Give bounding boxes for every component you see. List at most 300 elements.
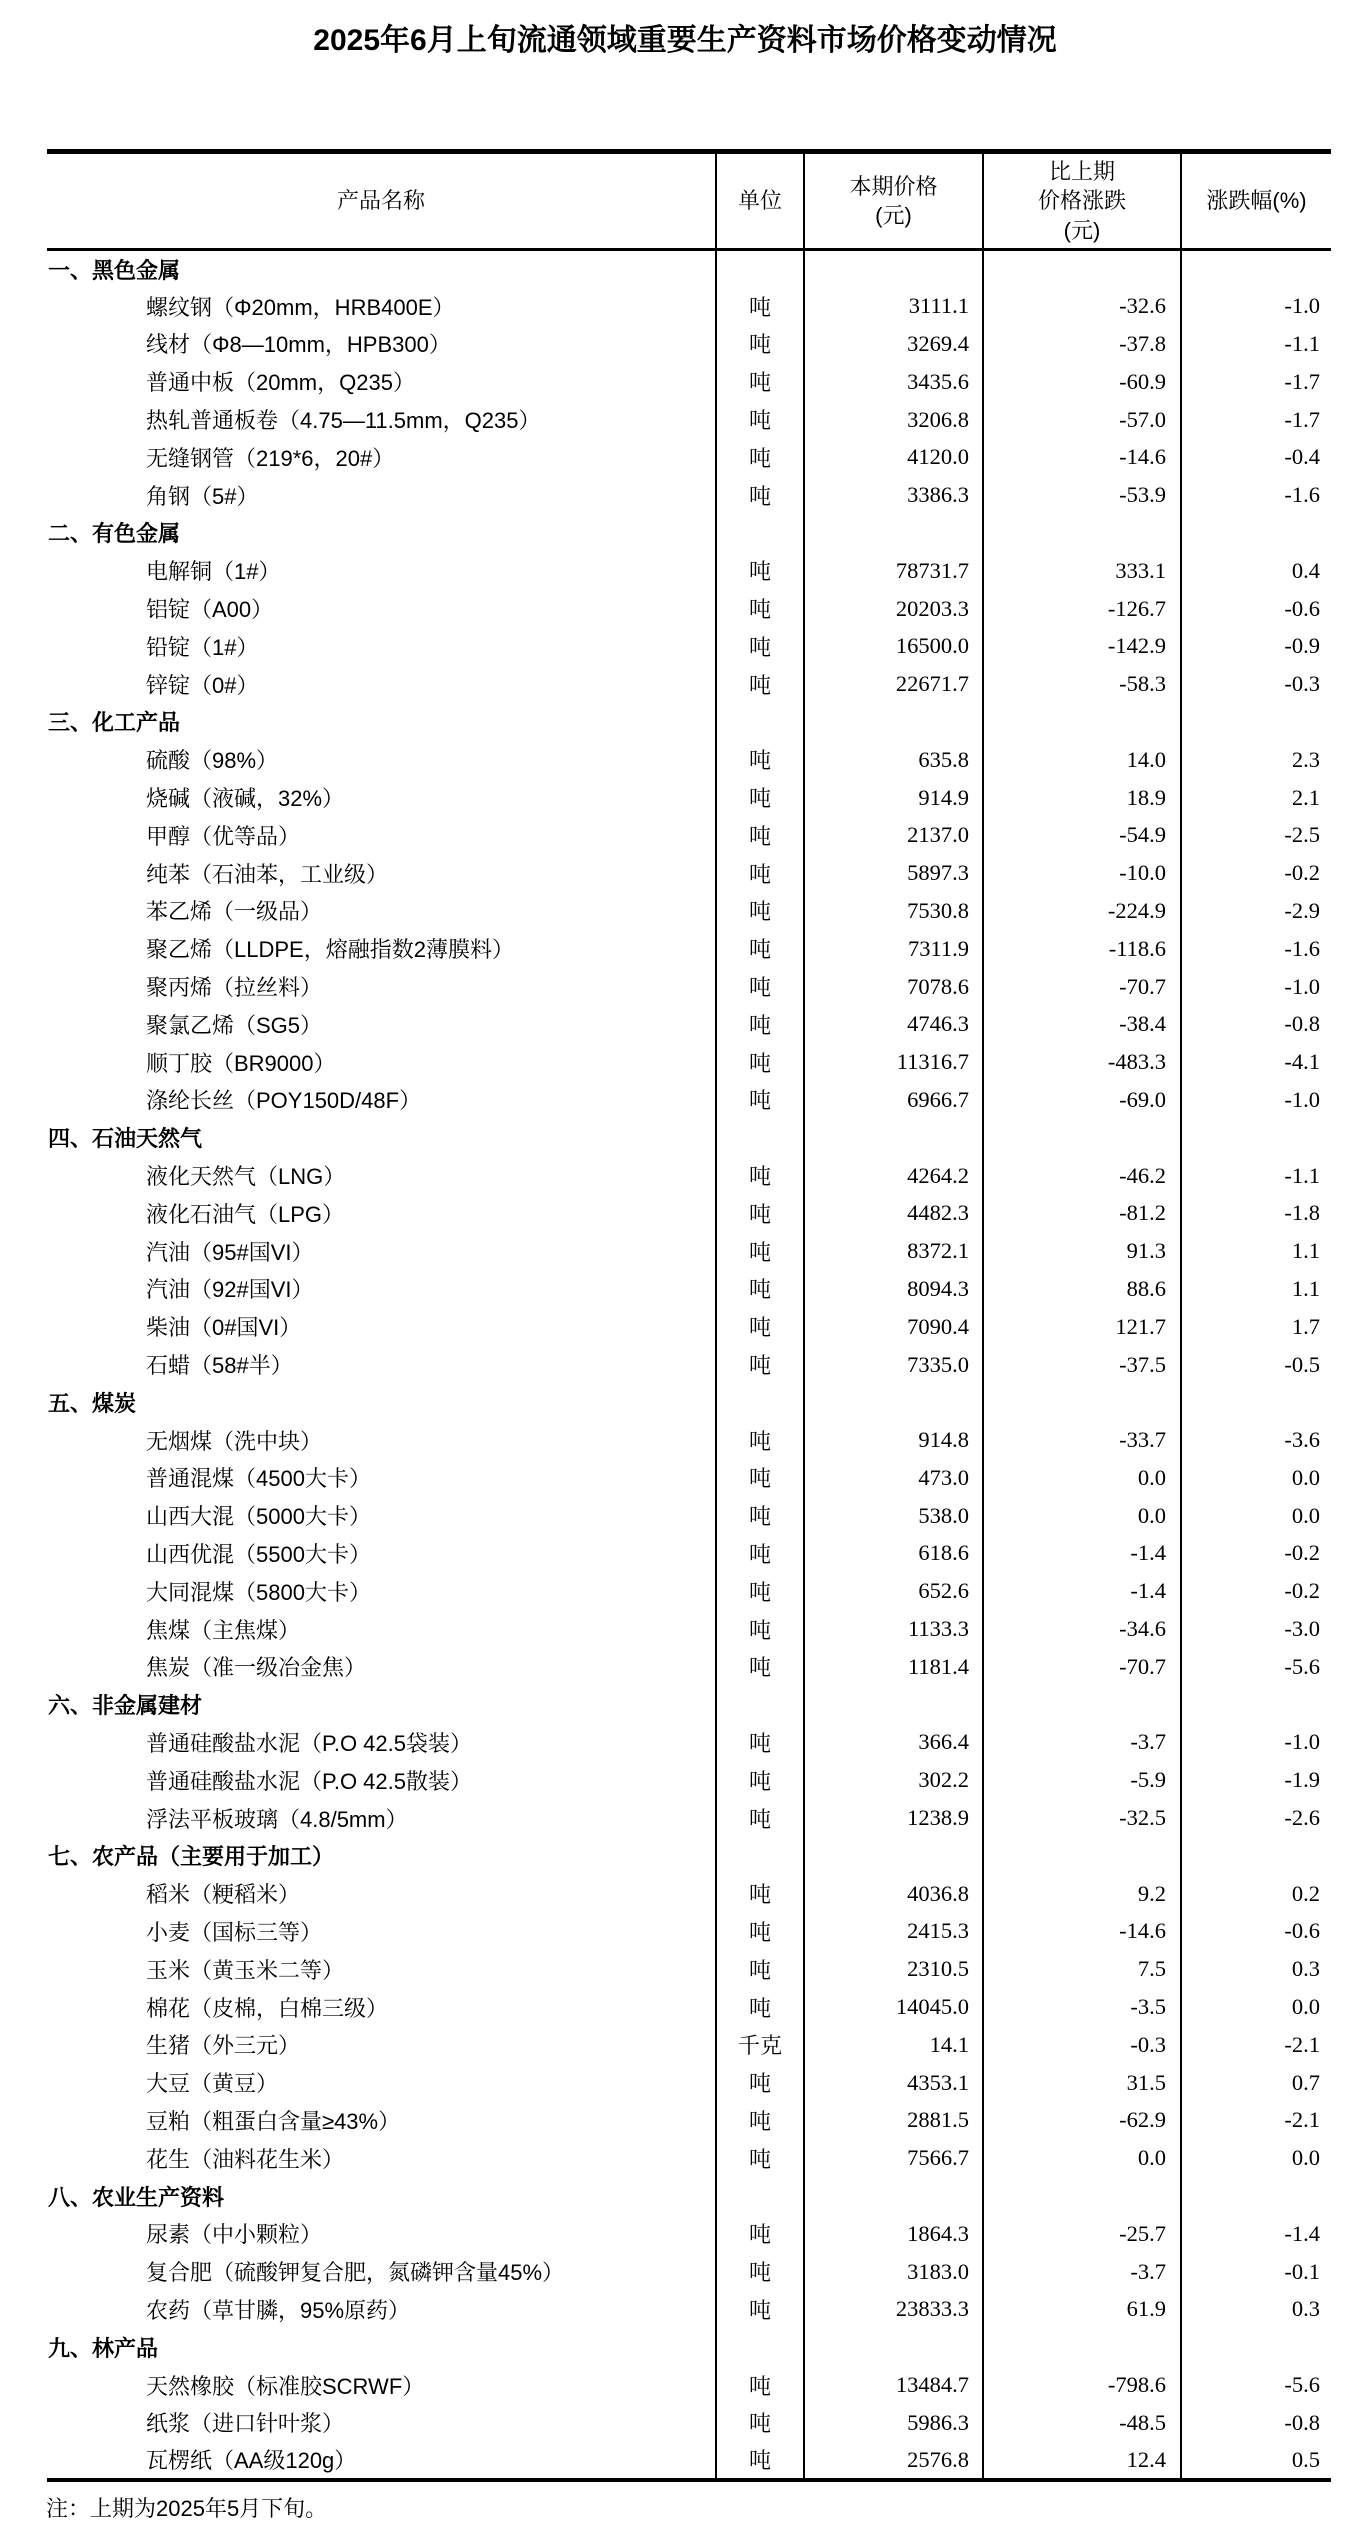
unit-cell: 吨: [716, 1799, 804, 1837]
empty-price-cell: [804, 1686, 983, 1724]
price-change-cell: 91.3: [983, 1232, 1181, 1270]
product-name: 铅锭（1#）: [146, 634, 259, 660]
col-header-price-change-line2: 价格涨跌: [1037, 188, 1126, 214]
unit-cell: 吨: [716, 1005, 804, 1043]
section-title: 二、有色金属: [48, 521, 181, 547]
empty-change-cell: [983, 1119, 1181, 1157]
table-row: [47, 552, 1331, 590]
current-price-cell: 4482.3: [804, 1194, 983, 1232]
table-row: [47, 1572, 1331, 1610]
current-price-cell: 4264.2: [804, 1157, 983, 1195]
empty-pct-cell: [1181, 1686, 1331, 1724]
unit-cell: 吨: [716, 401, 804, 439]
table-row: [47, 1232, 1331, 1270]
table-row: [47, 1081, 1331, 1119]
price-change-cell: -53.9: [983, 476, 1181, 514]
price-change-cell: 12.4: [983, 2442, 1181, 2480]
unit-cell: 千克: [716, 2026, 804, 2064]
table-row: [47, 1157, 1331, 1195]
empty-price-cell: [804, 2328, 983, 2366]
change-pct-cell: -1.7: [1181, 401, 1331, 439]
change-pct-cell: -2.9: [1181, 892, 1331, 930]
unit-cell: 吨: [716, 1913, 804, 1951]
unit-cell: 吨: [716, 438, 804, 476]
unit-cell: 吨: [716, 1950, 804, 1988]
empty-change-cell: [983, 703, 1181, 741]
product-name: 山西大混（5000大卡）: [146, 1504, 371, 1530]
change-pct-cell: -5.6: [1181, 2366, 1331, 2404]
unit-cell: 吨: [716, 2442, 804, 2480]
current-price-cell: 13484.7: [804, 2366, 983, 2404]
change-pct-cell: 0.0: [1181, 1497, 1331, 1535]
col-header-current-price-line1: 本期价格: [849, 173, 938, 199]
current-price-cell: 1864.3: [804, 2215, 983, 2253]
change-pct-cell: -2.1: [1181, 2102, 1331, 2140]
current-price-cell: 914.9: [804, 779, 983, 817]
unit-cell: 吨: [716, 2064, 804, 2102]
col-header-product-name: 产品名称: [47, 152, 716, 250]
section-row: [47, 1119, 1331, 1157]
unit-cell: 吨: [716, 1875, 804, 1913]
price-change-cell: -62.9: [983, 2102, 1181, 2140]
current-price-cell: 2137.0: [804, 816, 983, 854]
table-row: [47, 2215, 1331, 2253]
table-row: [47, 2026, 1331, 2064]
price-change-cell: 0.0: [983, 2139, 1181, 2177]
table-row: [47, 1043, 1331, 1081]
table-row: [47, 968, 1331, 1006]
product-name: 石蜡（58#半）: [146, 1353, 293, 1378]
current-price-cell: 4353.1: [804, 2064, 983, 2102]
product-name: 普通混煤（4500大卡）: [146, 1466, 371, 1492]
section-title: 九、林产品: [48, 2335, 159, 2361]
current-price-cell: 8094.3: [804, 1270, 983, 1308]
price-change-cell: -34.6: [983, 1610, 1181, 1648]
product-name: 生猪（外三元）: [146, 2033, 301, 2059]
current-price-cell: 7335.0: [804, 1346, 983, 1384]
current-price-cell: 3269.4: [804, 325, 983, 363]
price-change-cell: -37.5: [983, 1346, 1181, 1384]
table-row: [47, 1761, 1331, 1799]
empty-pct-cell: [1181, 250, 1331, 288]
change-pct-cell: 0.2: [1181, 1875, 1331, 1913]
table-row: [47, 363, 1331, 401]
current-price-cell: 23833.3: [804, 2291, 983, 2329]
product-name: 聚乙烯（LLDPE，熔融指数2薄膜料）: [146, 937, 514, 963]
current-price-cell: 3183.0: [804, 2253, 983, 2291]
empty-price-cell: [804, 250, 983, 288]
current-price-cell: 366.4: [804, 1724, 983, 1762]
unit-cell: 吨: [716, 779, 804, 817]
empty-price-cell: [804, 1383, 983, 1421]
empty-unit-cell: [716, 1686, 804, 1724]
change-pct-cell: -0.2: [1181, 1535, 1331, 1573]
change-pct-cell: -1.0: [1181, 968, 1331, 1006]
product-name: 焦煤（主焦煤）: [146, 1617, 301, 1643]
price-change-cell: -69.0: [983, 1081, 1181, 1119]
section-title: 一、黑色金属: [48, 257, 181, 283]
unit-cell: 吨: [716, 2404, 804, 2442]
table-row: [47, 1005, 1331, 1043]
table-row: [47, 1913, 1331, 1951]
empty-change-cell: [983, 2328, 1181, 2366]
product-name: 普通硅酸盐水泥（P.O 42.5袋装）: [146, 1730, 472, 1756]
empty-change-cell: [983, 1837, 1181, 1875]
table-row: [47, 816, 1331, 854]
price-change-cell: -10.0: [983, 854, 1181, 892]
table-row: [47, 665, 1331, 703]
col-header-price-change-line3: (元): [1063, 217, 1101, 243]
price-change-cell: -3.7: [983, 1724, 1181, 1762]
unit-cell: 吨: [716, 552, 804, 590]
current-price-cell: 2310.5: [804, 1950, 983, 1988]
empty-price-cell: [804, 1837, 983, 1875]
table-row: [47, 1270, 1331, 1308]
current-price-cell: 302.2: [804, 1761, 983, 1799]
product-name: 山西优混（5500大卡）: [146, 1541, 371, 1567]
section-row: [47, 2328, 1331, 2366]
current-price-cell: 538.0: [804, 1497, 983, 1535]
price-change-cell: 18.9: [983, 779, 1181, 817]
unit-cell: 吨: [716, 1043, 804, 1081]
product-name: 无烟煤（洗中块）: [146, 1428, 323, 1454]
empty-price-cell: [804, 703, 983, 741]
price-change-cell: -48.5: [983, 2404, 1181, 2442]
change-pct-cell: -5.6: [1181, 1648, 1331, 1686]
product-name: 线材（Φ8—10mm，HPB300）: [146, 332, 451, 358]
section-row: [47, 1383, 1331, 1421]
current-price-cell: 473.0: [804, 1459, 983, 1497]
col-header-price-change: [983, 152, 1181, 250]
table-row: [47, 2291, 1331, 2329]
empty-unit-cell: [716, 1837, 804, 1875]
table-row: [47, 1497, 1331, 1535]
current-price-cell: 5897.3: [804, 854, 983, 892]
col-header-change-pct: 涨跌幅(%): [1181, 152, 1331, 250]
empty-pct-cell: [1181, 703, 1331, 741]
product-name: 瓦楞纸（AA级120g）: [146, 2448, 357, 2474]
price-change-cell: -118.6: [983, 930, 1181, 968]
unit-cell: 吨: [716, 1648, 804, 1686]
price-change-cell: -57.0: [983, 401, 1181, 439]
current-price-cell: 7078.6: [804, 968, 983, 1006]
change-pct-cell: -1.0: [1181, 1081, 1331, 1119]
unit-cell: 吨: [716, 1194, 804, 1232]
change-pct-cell: 0.0: [1181, 2139, 1331, 2177]
change-pct-cell: -3.0: [1181, 1610, 1331, 1648]
product-name: 液化石油气（LPG）: [146, 1201, 345, 1227]
table-row: [47, 1308, 1331, 1346]
product-name: 柴油（0#国VI）: [146, 1315, 302, 1341]
product-name: 花生（油料花生米）: [146, 2146, 345, 2172]
unit-cell: 吨: [716, 1761, 804, 1799]
table-row: [47, 1535, 1331, 1573]
col-header-price-change-line1: 比上期: [1048, 159, 1115, 185]
change-pct-cell: 0.5: [1181, 2442, 1331, 2480]
empty-unit-cell: [716, 514, 804, 552]
header-row: [47, 152, 1331, 250]
table-row: [47, 2253, 1331, 2291]
product-name: 普通硅酸盐水泥（P.O 42.5散装）: [146, 1768, 472, 1794]
table-row: [47, 892, 1331, 930]
product-name: 顺丁胶（BR9000）: [146, 1050, 336, 1076]
current-price-cell: 914.8: [804, 1421, 983, 1459]
price-change-cell: -224.9: [983, 892, 1181, 930]
table-row: [47, 438, 1331, 476]
current-price-cell: 3435.6: [804, 363, 983, 401]
change-pct-cell: -4.1: [1181, 1043, 1331, 1081]
change-pct-cell: 2.3: [1181, 741, 1331, 779]
table-row: [47, 1421, 1331, 1459]
unit-cell: 吨: [716, 1081, 804, 1119]
product-name: 汽油（95#国VI）: [146, 1239, 314, 1265]
section-row: [47, 1686, 1331, 1724]
product-name: 烧碱（液碱，32%）: [146, 786, 345, 812]
product-name: 甲醇（优等品）: [146, 823, 301, 849]
unit-cell: 吨: [716, 1232, 804, 1270]
price-change-cell: 0.0: [983, 1459, 1181, 1497]
empty-price-cell: [804, 1119, 983, 1157]
table-row: [47, 2139, 1331, 2177]
change-pct-cell: -1.7: [1181, 363, 1331, 401]
change-pct-cell: -1.4: [1181, 2215, 1331, 2253]
table-row: [47, 1194, 1331, 1232]
price-change-cell: -54.9: [983, 816, 1181, 854]
current-price-cell: 78731.7: [804, 552, 983, 590]
current-price-cell: 6966.7: [804, 1081, 983, 1119]
section-title: 三、化工产品: [48, 710, 181, 736]
product-name: 农药（草甘膦，95%原药）: [146, 2297, 411, 2323]
change-pct-cell: -2.1: [1181, 2026, 1331, 2064]
price-change-cell: -798.6: [983, 2366, 1181, 2404]
product-name: 纯苯（石油苯，工业级）: [146, 861, 389, 887]
unit-cell: 吨: [716, 665, 804, 703]
current-price-cell: 14045.0: [804, 1988, 983, 2026]
price-change-cell: -38.4: [983, 1005, 1181, 1043]
change-pct-cell: 1.1: [1181, 1232, 1331, 1270]
unit-cell: 吨: [716, 627, 804, 665]
current-price-cell: 1181.4: [804, 1648, 983, 1686]
change-pct-cell: 1.1: [1181, 1270, 1331, 1308]
empty-unit-cell: [716, 250, 804, 288]
unit-cell: 吨: [716, 1459, 804, 1497]
unit-cell: 吨: [716, 2366, 804, 2404]
empty-change-cell: [983, 1383, 1181, 1421]
table-row: [47, 2366, 1331, 2404]
price-change-cell: -32.6: [983, 287, 1181, 325]
product-name: 稻米（粳稻米）: [146, 1882, 301, 1908]
current-price-cell: 2415.3: [804, 1913, 983, 1951]
price-change-cell: -81.2: [983, 1194, 1181, 1232]
table-row: [47, 287, 1331, 325]
product-name: 苯乙烯（一级品）: [146, 899, 323, 925]
price-change-cell: -37.8: [983, 325, 1181, 363]
change-pct-cell: 1.7: [1181, 1308, 1331, 1346]
price-change-cell: -46.2: [983, 1157, 1181, 1195]
empty-pct-cell: [1181, 1383, 1331, 1421]
empty-change-cell: [983, 1686, 1181, 1724]
unit-cell: 吨: [716, 2215, 804, 2253]
current-price-cell: 4036.8: [804, 1875, 983, 1913]
change-pct-cell: -0.8: [1181, 2404, 1331, 2442]
product-name: 硫酸（98%）: [146, 748, 279, 774]
current-price-cell: 3386.3: [804, 476, 983, 514]
empty-pct-cell: [1181, 1837, 1331, 1875]
empty-unit-cell: [716, 703, 804, 741]
price-change-cell: -142.9: [983, 627, 1181, 665]
price-change-cell: -25.7: [983, 2215, 1181, 2253]
change-pct-cell: 0.0: [1181, 1988, 1331, 2026]
current-price-cell: 3111.1: [804, 287, 983, 325]
unit-cell: 吨: [716, 1157, 804, 1195]
empty-pct-cell: [1181, 2177, 1331, 2215]
unit-cell: 吨: [716, 363, 804, 401]
current-price-cell: 8372.1: [804, 1232, 983, 1270]
unit-cell: 吨: [716, 892, 804, 930]
price-change-cell: -58.3: [983, 665, 1181, 703]
product-name: 角钢（5#）: [146, 483, 259, 509]
empty-unit-cell: [716, 2328, 804, 2366]
table-row: [47, 741, 1331, 779]
table-row: [47, 854, 1331, 892]
section-title: 八、农业生产资料: [48, 2184, 225, 2210]
product-name: 玉米（黄玉米二等）: [146, 1957, 345, 1983]
price-change-cell: -3.5: [983, 1988, 1181, 2026]
change-pct-cell: -0.4: [1181, 438, 1331, 476]
product-name: 棉花（皮棉，白棉三级）: [146, 1995, 389, 2021]
price-change-cell: -60.9: [983, 363, 1181, 401]
unit-cell: 吨: [716, 590, 804, 628]
price-change-cell: 31.5: [983, 2064, 1181, 2102]
unit-cell: 吨: [716, 854, 804, 892]
current-price-cell: 2576.8: [804, 2442, 983, 2480]
empty-pct-cell: [1181, 514, 1331, 552]
change-pct-cell: -1.0: [1181, 287, 1331, 325]
current-price-cell: 14.1: [804, 2026, 983, 2064]
section-row: [47, 703, 1331, 741]
empty-change-cell: [983, 514, 1181, 552]
product-name: 铝锭（A00）: [146, 597, 274, 623]
product-name: 大豆（黄豆）: [146, 2071, 279, 2097]
table-row: [47, 1346, 1331, 1384]
table-row: [47, 1648, 1331, 1686]
table-row: [47, 1875, 1331, 1913]
col-header-current-price-line2: (元): [875, 203, 912, 228]
change-pct-cell: -0.8: [1181, 1005, 1331, 1043]
unit-cell: 吨: [716, 1572, 804, 1610]
section-row: [47, 1837, 1331, 1875]
empty-unit-cell: [716, 1383, 804, 1421]
change-pct-cell: -1.1: [1181, 325, 1331, 363]
unit-cell: 吨: [716, 325, 804, 363]
empty-unit-cell: [716, 1119, 804, 1157]
table-row: [47, 2442, 1331, 2480]
empty-change-cell: [983, 2177, 1181, 2215]
change-pct-cell: 2.1: [1181, 779, 1331, 817]
price-change-cell: -32.5: [983, 1799, 1181, 1837]
page-title: 2025年6月上旬流通领域重要生产资料市场价格变动情况: [313, 24, 1057, 57]
product-name: 浮法平板玻璃（4.8/5mm）: [146, 1806, 408, 1832]
empty-pct-cell: [1181, 2328, 1331, 2366]
product-name: 热轧普通板卷（4.75—11.5mm，Q235）: [146, 408, 541, 434]
empty-price-cell: [804, 2177, 983, 2215]
table-row: [47, 1799, 1331, 1837]
unit-cell: 吨: [716, 1421, 804, 1459]
table-row: [47, 1610, 1331, 1648]
product-name: 天然橡胶（标准胶SCRWF）: [146, 2373, 425, 2399]
product-name: 聚丙烯（拉丝料）: [146, 975, 323, 1001]
change-pct-cell: -2.5: [1181, 816, 1331, 854]
empty-price-cell: [804, 514, 983, 552]
price-change-cell: 7.5: [983, 1950, 1181, 1988]
change-pct-cell: -1.9: [1181, 1761, 1331, 1799]
change-pct-cell: -1.0: [1181, 1724, 1331, 1762]
price-change-cell: 121.7: [983, 1308, 1181, 1346]
price-change-cell: -0.3: [983, 2026, 1181, 2064]
current-price-cell: 1133.3: [804, 1610, 983, 1648]
current-price-cell: 7090.4: [804, 1308, 983, 1346]
table-row: [47, 2102, 1331, 2140]
table-row: [47, 590, 1331, 628]
empty-change-cell: [983, 250, 1181, 288]
change-pct-cell: -1.6: [1181, 476, 1331, 514]
unit-cell: 吨: [716, 968, 804, 1006]
product-name: 涤纶长丝（POY150D/48F）: [146, 1088, 422, 1114]
unit-cell: 吨: [716, 816, 804, 854]
change-pct-cell: -0.6: [1181, 590, 1331, 628]
price-table-grid: [47, 149, 1331, 2482]
table-row: [47, 1950, 1331, 1988]
unit-cell: 吨: [716, 930, 804, 968]
table-row: [47, 401, 1331, 439]
current-price-cell: 16500.0: [804, 627, 983, 665]
change-pct-cell: -1.1: [1181, 1157, 1331, 1195]
change-pct-cell: -0.9: [1181, 627, 1331, 665]
change-pct-cell: -1.6: [1181, 930, 1331, 968]
section-title: 七、农产品（主要用于加工）: [48, 1844, 335, 1870]
change-pct-cell: 0.4: [1181, 552, 1331, 590]
change-pct-cell: -0.2: [1181, 1572, 1331, 1610]
current-price-cell: 20203.3: [804, 590, 983, 628]
current-price-cell: 22671.7: [804, 665, 983, 703]
unit-cell: 吨: [716, 1308, 804, 1346]
price-change-cell: -126.7: [983, 590, 1181, 628]
current-price-cell: 7530.8: [804, 892, 983, 930]
unit-cell: 吨: [716, 1346, 804, 1384]
current-price-cell: 652.6: [804, 1572, 983, 1610]
price-change-cell: 14.0: [983, 741, 1181, 779]
product-name: 复合肥（硫酸钾复合肥，氮磷钾含量45%）: [146, 2260, 565, 2286]
unit-cell: 吨: [716, 2102, 804, 2140]
table-row: [47, 627, 1331, 665]
footnote: 注：上期为2025年5月下旬。: [46, 2496, 328, 2521]
current-price-cell: 4746.3: [804, 1005, 983, 1043]
price-change-cell: -1.4: [983, 1572, 1181, 1610]
current-price-cell: 5986.3: [804, 2404, 983, 2442]
change-pct-cell: -0.1: [1181, 2253, 1331, 2291]
unit-cell: 吨: [716, 1988, 804, 2026]
unit-cell: 吨: [716, 1535, 804, 1573]
product-name: 豆粕（粗蛋白含量≥43%）: [146, 2108, 401, 2134]
current-price-cell: 11316.7: [804, 1043, 983, 1081]
current-price-cell: 635.8: [804, 741, 983, 779]
section-row: [47, 2177, 1331, 2215]
product-name: 螺纹钢（Φ20mm，HRB400E）: [146, 294, 455, 320]
product-name: 纸浆（进口针叶浆）: [146, 2411, 345, 2437]
change-pct-cell: 0.7: [1181, 2064, 1331, 2102]
price-change-cell: 9.2: [983, 1875, 1181, 1913]
price-table: [47, 149, 1331, 2482]
